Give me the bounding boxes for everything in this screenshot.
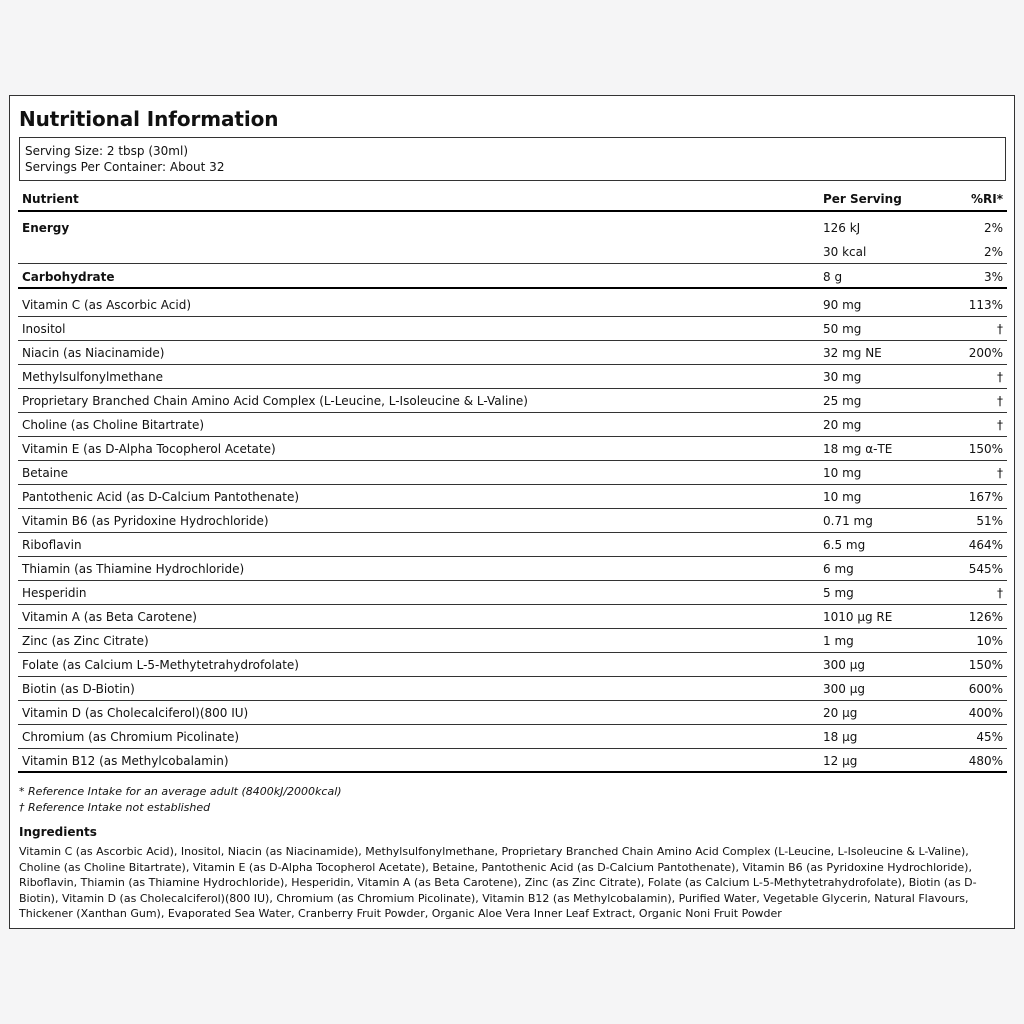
carbohydrate-amount: 8 g (823, 270, 843, 284)
nutrient-ri: 45% (976, 730, 1003, 744)
nutrient-amount: 20 µg (823, 706, 858, 720)
nutrient-name: Vitamin B12 (as Methylcobalamin) (22, 754, 229, 768)
table-row (18, 749, 1007, 773)
nutrient-ri: 126% (968, 610, 1003, 624)
nutrient-ri: 113% (968, 298, 1003, 312)
servings-per-container: Servings Per Container: About 32 (25, 160, 225, 174)
table-row (18, 725, 1007, 749)
carbohydrate-label: Carbohydrate (22, 270, 115, 284)
nutrient-amount: 5 mg (823, 586, 854, 600)
header-nutrient: Nutrient (22, 192, 79, 206)
table-row (18, 365, 1007, 389)
nutrient-ri: † (997, 466, 1003, 480)
nutrient-name: Vitamin C (as Ascorbic Acid) (22, 298, 192, 312)
nutrient-name: Hesperidin (22, 586, 87, 600)
nutrient-ri: † (997, 394, 1003, 408)
nutrition-table (18, 186, 1007, 773)
table-row (18, 701, 1007, 725)
nutrient-name: Folate (as Calcium L-5-Methytetrahydrofolate) (22, 658, 299, 672)
table-row (18, 509, 1007, 533)
nutrient-amount: 32 mg NE (823, 346, 882, 360)
table-row (18, 581, 1007, 605)
table-row (18, 317, 1007, 341)
nutrient-ri: † (997, 322, 1003, 336)
nutrient-ri: 51% (976, 514, 1003, 528)
nutrient-amount: 18 µg (823, 730, 858, 744)
nutrient-amount: 300 µg (823, 658, 865, 672)
nutrient-ri: 545% (968, 562, 1003, 576)
nutrient-name: Riboflavin (22, 538, 82, 552)
table-row (18, 461, 1007, 485)
nutrient-ri: 400% (968, 706, 1003, 720)
table-row (18, 677, 1007, 701)
nutrient-name: Chromium (as Chromium Picolinate) (22, 730, 240, 744)
nutrient-name: Vitamin A (as Beta Carotene) (22, 610, 197, 624)
nutrient-ri: 464% (968, 538, 1003, 552)
nutrient-name: Vitamin D (as Cholecalciferol)(800 IU) (22, 706, 249, 720)
header-ri: %RI* (970, 192, 1003, 206)
nutrient-amount: 10 mg (823, 490, 862, 504)
nutrient-name: Niacin (as Niacinamide) (22, 346, 165, 360)
nutrient-amount: 18 mg α-TE (823, 442, 893, 456)
nutrient-name: Zinc (as Zinc Citrate) (22, 634, 149, 648)
nutrient-amount: 1 mg (823, 634, 854, 648)
nutrient-ri: 150% (968, 658, 1003, 672)
carbohydrate-row (18, 264, 1007, 289)
nutrition-panel (9, 95, 1015, 929)
table-row (18, 485, 1007, 509)
serving-info-box (19, 137, 1006, 181)
footnote-ri: * Reference Intake for an average adult (8400kJ/2000kcal) (19, 785, 342, 798)
table-row (18, 533, 1007, 557)
energy-row (18, 212, 1007, 264)
ingredients-text: Vitamin C (as Ascorbic Acid), Inositol, Niacin (as Niacinamide), Methylsulfonylmethane, Proprietary Branched Chain Amino Acid Complex (L-Leucine, L-Isoleucine & L-Valine), Choline (as Choline Bitartrate), Vitamin E (as D-Alpha Tocopherol Acetate), Betaine, Pantothenic Acid (as D-Calcium Pantothenate), Vitamin B6 (as Pyridoxine Hydrochloride), Riboflavin, Thiamin (as Thiamine Hydrochloride), Hesperidin, Vitamin A (as Beta Carotene), Zinc (as Zinc Citrate), Folate (as Calcium L-5-Methytetrahydrofolate), Biotin (as D-Biotin), Vitamin D (as Cholecalciferol)(800 IU), Chromium (as Chromium Picolinate), Vitamin B12 (as Methylcobalamin), Purified Water, Vegetable Glycerin, Natural Flavours, Thickener (Xanthan Gum), Evaporated Sea Water, Cranberry Fruit Powder, Organic Aloe Vera Inner Leaf Extract, Organic Noni Fruit Powder (19, 845, 977, 920)
nutrient-name: Vitamin E (as D-Alpha Tocopherol Acetate) (22, 442, 276, 456)
nutrient-amount: 50 mg (823, 322, 862, 336)
nutrient-ri: 10% (976, 634, 1003, 648)
table-header-row (18, 186, 1007, 212)
panel-title: Nutritional Information (19, 107, 279, 131)
nutrient-amount: 25 mg (823, 394, 862, 408)
nutrient-amount: 90 mg (823, 298, 862, 312)
nutrient-name: Pantothenic Acid (as D-Calcium Pantothenate) (22, 490, 300, 504)
nutrient-name: Inositol (22, 322, 66, 336)
nutrient-ri: 600% (968, 682, 1003, 696)
table-row (18, 629, 1007, 653)
nutrient-amount: 20 mg (823, 418, 862, 432)
energy-label: Energy (22, 221, 70, 235)
nutrient-name: Thiamin (as Thiamine Hydrochloride) (22, 562, 245, 576)
table-row (18, 341, 1007, 365)
nutrient-name: Methylsulfonylmethane (22, 370, 164, 384)
ingredients-title: Ingredients (19, 825, 97, 839)
nutrient-name: Biotin (as D-Biotin) (22, 682, 135, 696)
table-row (18, 605, 1007, 629)
carbohydrate-ri: 3% (983, 270, 1003, 284)
nutrient-amount: 300 µg (823, 682, 865, 696)
nutrient-amount: 1010 µg RE (823, 610, 893, 624)
nutrient-ri: † (997, 586, 1003, 600)
table-row (18, 437, 1007, 461)
nutrient-ri: 480% (968, 754, 1003, 768)
footnotes (19, 784, 342, 816)
nutrient-name: Choline (as Choline Bitartrate) (22, 418, 205, 432)
nutrient-ri: 200% (968, 346, 1003, 360)
header-per-serving: Per Serving (823, 192, 902, 206)
nutrient-ri: 167% (968, 490, 1003, 504)
nutrient-amount: 30 mg (823, 370, 862, 384)
footnote-dagger: † Reference Intake not established (19, 801, 211, 814)
table-row (18, 413, 1007, 437)
nutrient-amount: 6.5 mg (823, 538, 866, 552)
nutrient-ri: 150% (968, 442, 1003, 456)
energy-kj: 126 kJ (823, 221, 861, 235)
nutrient-name: Vitamin B6 (as Pyridoxine Hydrochloride) (22, 514, 269, 528)
nutrient-ri: † (997, 370, 1003, 384)
nutrient-amount: 12 µg (823, 754, 858, 768)
table-row (18, 653, 1007, 677)
nutrient-name: Betaine (22, 466, 68, 480)
nutrient-amount: 6 mg (823, 562, 854, 576)
table-row (18, 389, 1007, 413)
nutrient-ri: † (997, 418, 1003, 432)
table-row (18, 557, 1007, 581)
energy-kcal-ri: 2% (983, 245, 1003, 259)
serving-size: Serving Size: 2 tbsp (30ml) (25, 144, 189, 158)
nutrient-name: Proprietary Branched Chain Amino Acid Complex (L-Leucine, L-Isoleucine & L-Valine) (22, 394, 528, 408)
energy-kj-ri: 2% (983, 221, 1003, 235)
table-row (18, 289, 1007, 317)
nutrient-amount: 0.71 mg (823, 514, 873, 528)
nutrient-amount: 10 mg (823, 466, 862, 480)
energy-kcal: 30 kcal (823, 245, 867, 259)
